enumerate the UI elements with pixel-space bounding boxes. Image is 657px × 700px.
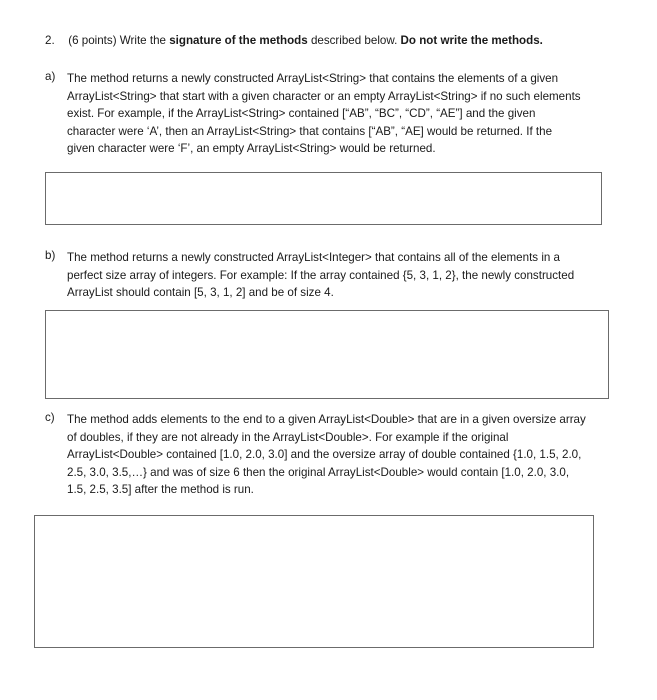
- question-bold-instruction: Do not write the methods.: [400, 34, 543, 47]
- part-c: [45, 411, 615, 499]
- question-number: 2.: [45, 34, 55, 47]
- answer-box-a[interactable]: [45, 172, 602, 225]
- question-points: (6 points) Write the: [68, 34, 166, 47]
- part-a: [45, 70, 615, 158]
- part-b-letter: b): [45, 249, 56, 262]
- part-b-line: ArrayList should contain [5, 3, 1, 2] and be of size 4.: [67, 286, 334, 299]
- part-a-line: character were ‘A’, then an ArrayList<String> that contains [“AB”, “AE] would be returned. If the: [67, 124, 553, 138]
- part-a-line: given character were ‘F’, an empty ArrayList<String> would be returned.: [67, 142, 436, 155]
- part-c-letter: c): [45, 411, 55, 424]
- part-c-line: The method adds elements to the end to a given ArrayList<Double> that are in a given oversize array: [67, 413, 586, 426]
- question-mid-text: described below.: [310, 34, 398, 47]
- answer-box-b[interactable]: [45, 310, 609, 399]
- question-header: [45, 33, 543, 48]
- part-c-line: of doubles, if they are not already in the ArrayList<Double>. For example if the original: [67, 430, 509, 444]
- part-a-line: ArrayList<String> that start with a given character or an empty ArrayList<String> if no such elements: [67, 89, 581, 103]
- part-b-line: perfect size array of integers. For example: If the array contained {5, 3, 1, 2}, the newly constructed: [67, 268, 575, 282]
- part-a-line: The method returns a newly constructed ArrayList<String> that contains the elements of a given: [67, 72, 559, 85]
- part-b-line: The method returns a newly constructed ArrayList<Integer> that contains all of the elements in a: [67, 251, 561, 264]
- part-c-text: [67, 411, 615, 499]
- question-bold-signature: signature of the methods: [169, 34, 308, 47]
- part-a-letter: a): [45, 70, 56, 83]
- part-a-text: [67, 70, 615, 158]
- part-a-line: exist. For example, if the ArrayList<String> contained [“AB”, “BC”, “CD”, “AE”] and the given: [67, 107, 536, 120]
- part-b: [45, 249, 615, 302]
- answer-box-c[interactable]: [34, 515, 594, 648]
- part-c-line: 2.5, 3.0, 3.5,…} and was of size 6 then the original ArrayList<Double> would contain [1.0, 2.0, 3.0,: [67, 465, 570, 479]
- part-b-text: [67, 249, 615, 302]
- part-c-line: 1.5, 2.5, 3.5] after the method is run.: [67, 483, 254, 496]
- part-c-line: ArrayList<Double> contained [1.0, 2.0, 3.0] and the oversize array of double contained {1.0, 1.5, 2.0,: [67, 448, 582, 461]
